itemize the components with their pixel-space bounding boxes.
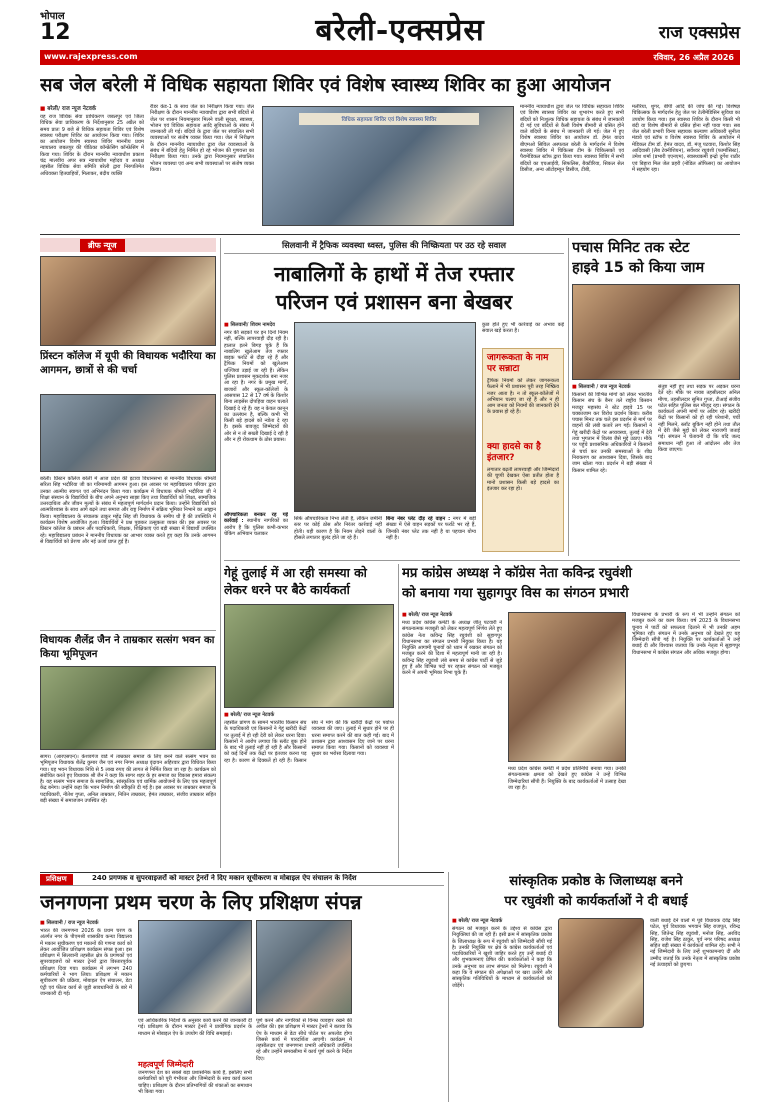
traffic-story: [224, 238, 564, 556]
lead-col4: मलेरिया, शुगर, बीपी आदि की जांच की गई। विशेषज्ञ चिकित्सक के मार्गदर्शन हेतु जेल पर टेलीमेडिसिन सुविधा का उपयोग किया गया। इस स्वास्थ्य शिविर के दौरान किसी भी बंदी या विशेष बीमारी से ग्रसित होना नहीं पाया गया। सब जेल बरेली प्रभारी विनय सहायक कल्याण अधिकारी सुनीता मंडावे एवं स्टॉफ व विशेष स्वास्थ्य शिविर के आयोजन में मेडिकल टीम डॉ. हेमंत यादव, डॉ. मंजू पटवारा, किशोर सिंह आदिवासी (लैब टेक्नीशियन), सर्वेश्वर रघुवंशी (फार्मासिस्ट), उमेश शर्मा (प्रभारी एएनएम), स्वास्थ्यकर्मी इन्द्रो दुर्गेश राठौर एवं बिहारा मिल जेल प्रहरी (नोडिल ऑफिसर) का आयोजन में सहयोग रहा।: [632, 104, 740, 173]
congress-text-1: मध्य प्रदेश कांग्रेस कमेटी के अध्यक्ष जीतू पटवारी ने संगठनात्मक मजबूती को लेकर महत्वपूर्ण निर्णय लेते हुए कांग्रेस नेता कविन्द्र सिंह रघुवंशी को सुहागपुर विधानसभा का संगठन प्रभारी नियुक्त किया है। यह नियुक्ति आगामी चुनावों को ध्यान में रखकर संगठन को मजबूत करने की दिशा में महत्वपूर्ण मानी जा रही है। कविन्द्र सिंह रघुवंशी लंबे समय से कांग्रेस पार्टी से जुड़े हुए हैं और विभिन्न पदों पर रहकर संगठन को मजबूत करने में अपनी भूमिका निभा चुके हैं।: [402, 620, 502, 677]
masthead-title: बरेली-एक्सप्रेस: [315, 13, 485, 48]
brief-story2-headline: विधायक शैलेंद्र जैन ने ताम्रकार सत्संग भवन का किया भूमिपूजन: [40, 635, 215, 660]
brief-photo-2: [40, 394, 216, 472]
brief-photo-1: [40, 256, 216, 346]
city-label: भोपाल: [40, 11, 65, 22]
traffic-headline-1: नाबालिगों के हाथों में तेज रफ्तार: [274, 262, 514, 286]
culture-headline-2: पर रघुवंशी को कार्यकर्ताओं ने दी बधाई: [504, 894, 688, 909]
lead-col1: यह राज विधिक सेवा प्राधिकरण जबलपुर एवं जिला विधिक सेवा प्राधिकरण के निर्देशानुसार 25 अप्रैल को समय प्रातः 9 बजे से विधिक सहायता शिविर एवं विशेष स्वास्थ्य परीक्षण शिविर का आयोजन किया गया। शिविर का आयोजन विशेष स्वास्थ्य शिविर माननीय प्रथम न्यायालय जबलपुर की पीठिका कॉन्फ्रेंसिंग कॉन्फ्रेंसिंग में किया गया। शिविर के दौरान माननीय न्यायाधीश प्रकाश चंद्र मालवीय अपर सत्र न्यायाधीश महोदय व अध्यक्ष तहसील विधिक सेवा समिति बरेली द्वारा निरुपतिमेत अधिवक्ता हितग्राहियों, मिलाकर, बंदीय व्यक्ति: [40, 114, 144, 177]
culture-text-1: संगठन को मजबूत करने के उद्देश्य से कांग्रेस द्वारा नियुक्तियां की जा रही हैं। इसी क्रम में सांस्कृतिक प्रकोष्ठ के जिलाध्यक्ष के रूप में रघुवंशी को जिम्मेदारी सौंपी गई है। उनकी नियुक्ति पर क्षेत्र के कांग्रेस कार्यकर्ताओं एवं पदाधिकारियों ने खुशी जाहिर करते हुए उन्हें बधाई दी और शुभकामनाएं प्रेषित कीं। कार्यकर्ताओं ने कहा कि उनके अनुभव का लाभ संगठन को मिलेगा। रघुवंशी ने कहा कि वे संगठन की अपेक्षाओं पर खरा उतरेंगे और सांस्कृतिक गतिविधियों के माध्यम से कार्यकर्ताओं को जोड़ेंगे।: [452, 926, 552, 989]
website-link[interactable]: www.rajexpress.com: [44, 52, 138, 61]
lead-photo-banner: विधिक सहायता शिविर एवं विशेष स्वास्थ्य शिविर: [299, 113, 479, 125]
page-number: 12: [40, 20, 71, 45]
culture-byline: ■ बरेली/ राज न्यूज नेटवर्क: [452, 918, 552, 924]
training-text-3: जनगणना देश का सबसे बड़ा प्रशासनिक कार्य है, इसलिए सभी कर्मचारियों को पूरी गंभीरता और जिम्मेदारी के साथ कार्य करना चाहिए। प्रशिक्षण के दौरान प्रतिभागियों की शंकाओं का समाधान भी किया गया।: [138, 1070, 252, 1095]
brief-story1-headline: प्रिंस्टन कॉलेज में यूपी की विधायक भदौरिया का आगमन, छात्रों से की चर्चा: [40, 351, 216, 376]
lead-byline: ■ बरेली/ राज न्यूज नेटवर्क: [40, 104, 144, 112]
congress-text-3: विधानसभा के प्रभारी के रूप में भी उन्होंने संगठन को मजबूत करने का काम किया। वर्ष 2023 के विधानसभा चुनाव में पार्टी को सफलता दिलाने में भी उनकी अहम भूमिका रही। संगठन में उनके अनुभव को देखते हुए यह जिम्मेदारी सौंपी गई है। नियुक्ति पर कार्यकर्ताओं ने उन्हें बधाई दी और विश्वास जताया कि उनके नेतृत्व में सुहागपुर विधानसभा में कांग्रेस संगठन और अधिक मजबूत होगा।: [632, 612, 740, 656]
congress-byline: ■ बरेली/ राज न्यूज नेटवर्क: [402, 612, 502, 618]
congress-headline-1: मप्र कांग्रेस अध्यक्ष ने कॉग्रेस नेता कविन्द्र रघुवंशी: [402, 566, 632, 581]
masthead-rule: [40, 50, 740, 65]
culture-portrait: [558, 918, 644, 1028]
training-story: [40, 888, 444, 1102]
brief-photo-3: [40, 666, 216, 750]
traffic-col2b: नगर में बड़ी संख्या में ऐसे वाहन सड़कों पर फर्राटे भर रहे हैं, जिनकी नंबर प्लेट तक नहीं है या पहचान योग्य नहीं है।: [386, 516, 476, 541]
training-text-2: एवं आधिकारिक निर्देशों के अनुसार कार्य करने की जानकारी दी गई। प्रशिक्षण के दौरान मास्टर ट्रेनरों ने प्रायोगिक प्रदर्शन के माध्यम से मोबाइल ऐप के उपयोग की विधि समझाई।: [138, 1018, 252, 1037]
issue-date: रविवार, 26 अप्रैल 2026: [653, 53, 734, 62]
training-photo-2: [256, 920, 352, 1014]
jam-photo: [572, 284, 740, 380]
traffic-col2: सिर्फ औपचारिकता निभा लेती है, लेकिन जमीनी स्तर पर कोई ठोस और निरंतर कार्रवाई नहीं होती। यही कारण है कि नियम तोड़ने वालों के हौसले लगातार बुलंद होते जा रहे हैं।: [294, 516, 382, 541]
training-headline: जनगणना प्रथम चरण के लिए प्रशिक्षण संपन्न: [40, 890, 362, 914]
jam-byline: ■ सिलवानी / राज न्यूज नेटवर्क: [572, 384, 652, 390]
training-byline: ■ सिलवानी / राज न्यूज नेटवर्क: [40, 920, 132, 926]
traffic-col1b: स्थानीय नागरिकों का आरोप है कि पुलिस कभी-कभार चेकिंग अभियान चलाकर: [224, 518, 288, 537]
traffic-sub1: औपचारिकता बनकर रह गई कार्रवाई :: [224, 512, 288, 525]
jam-headline-2: हाइवे 15 को किया जाम: [572, 260, 705, 276]
lead-photo: [262, 106, 514, 226]
traffic-headline-2: परिजन एवं प्रशासन बना बेखबर: [275, 290, 513, 314]
training-tag: प्रशिक्षण: [40, 874, 73, 885]
culture-text-2: वाली बधाई देने वालों में पूर्व विधायक देवेंद्र सिंह पटेल, पूर्व विधायक भगवान सिंह राजपूत, रविन्द्र सिंह, जितेन्द्र सिंह रघुवंशी, मनोज सिंह, अरविंद सिंह, राजेश सिंह ठाकुर, पूर्व नगर परिषद अध्यक्ष सहित बड़ी संख्या में कार्यकर्ता शामिल रहे। सभी ने नई जिम्मेदारी के लिए उन्हें शुभकामनाएं दीं और उम्मीद जताई कि उनके नेतृत्व में सांस्कृतिक प्रकोष्ठ नई ऊंचाइयों को छुएगा।: [650, 918, 740, 969]
jam-text-2: संतुष्ट नहीं हुए तथा सड़क पर अड़कर धरना देते रहे। मौके पर नायब तहसीलदार अनिल मीणा, तहसीलदार सुमित गुप्ता, टीआई संजीव पटेल सहित पुलिस बल मौजूद रहा। संगठन के कार्यकर्ता अपनी मांगों पर अडिग रहे। खरीदी केंद्रों पर किसानों को हो रही परेशानी, पर्ची नहीं मिलने, स्लॉट बुकिंग नहीं होने तथा तौल में देरी जैसे मुद्दों को लेकर नाराजगी जताई गई। संगठन ने चेतावनी दी कि यदि जल्द समाधान नहीं हुआ तो आंदोलन और तेज किया जाएगा।: [658, 384, 740, 453]
congress-photo: [508, 612, 626, 762]
wheat-text: तहसील प्रांगण के सामने भारतीय किसान संघ के पदाधिकारी एवं किसानों ने गेहूं खरीदी केंद्रों पर तुलाई में हो रही देरी को लेकर धरना दिया। किसानों ने आरोप लगाया कि स्लॉट बुक होने के बाद भी तुलाई नहीं हो रही है और किसानों को कई दिनों तक केंद्रों पर इंतजार करना पड़ रहा है। कारण से दिक्कतें हो रही हैं। किसान संघ ने मांग की कि खरीदी केंद्रों पर पर्याप्त व्यवस्था की जाए। तुलाई में सुधार होने पर ही धरना समाप्त करने की बात कही गई। बाद में प्रशासन द्वारा आश्वासन दिए जाने पर धरना समाप्त किया गया। किसानों को व्यवस्था में सुधार का भरोसा दिलाया गया।: [224, 720, 394, 764]
traffic-box-title: जागरूकता के नाम पर सन्नाटा: [487, 353, 549, 374]
jam-story: [572, 238, 740, 556]
wheat-story: [224, 564, 394, 868]
training-subhead: महत्वपूर्ण जिम्मेदारी: [138, 1060, 194, 1069]
congress-story: [402, 564, 740, 868]
section-divider: [40, 234, 740, 235]
brief-story1-text: बरेली। प्रिंस्टन कॉलेज बरेली में आज प्रदेश की इटावा विधानसभा से माननीय विधायक श्रीमती सरिता सिंह भदौरिया जी का गरिमामयी आगमन हुआ। इस अवसर पर महाविद्यालय परिवार द्वारा उनका आत्मीय स्वागत एवं अभिनंदन किया गया। कार्यक्रम में विधायक श्रीमती भदौरिया जी ने शिक्षा संस्थान के विद्यार्थियों के बीच अपने अनुभव साझा किए तथा विद्यार्थियों को शिक्षा, सामाजिक उत्तरदायित्व और जीवन मूल्यों के संबंध में महत्वपूर्ण मार्गदर्शन प्रदान किया। उन्होंने विद्यार्थियों को आत्मविश्वास के साथ आगे बढ़ने तथा समाज और राष्ट्र निर्माण में सक्रिय भूमिका निभाने का आह्वान किया। महाविद्यालय के संचालक ठाकुर महेंद्र सिंह जी विधायक के समीप थी हैं की उपस्थिति में कार्यक्रम विशेष आयोजित हुआ। विद्यार्थियों ने प्रश्न पूछकर उत्सुकता व्यक्त की। इस अवसर पर प्रिंस्टन कॉलेज के प्रबंधन और पदाधिकारी, शिक्षक, शिक्षिकाएं एवं बड़ी संख्या में विद्यार्थी उपस्थित रहे। महाविद्यालय प्रबंधन ने माननीय विधायक का आभार व्यक्त करते हुए कहा कि उनके आगमन से विद्यार्थियों को प्रेरणा और नई ऊर्जा प्राप्त हुई है।: [40, 476, 216, 545]
lead-col3: माननीय न्यायाधीश द्वारा जेल पर विधिक सहायता शिविर एवं विशेष स्वास्थ्य शिविर का शुभारंभ करते हुए सभी बंदियों को निःशुल्क विधिक सहायता के संबंध में जानकारी दी गई एवं बंदियों से कैसी विशेष बीमारी से ग्रसित होने वाले बंदियों के संबंध में जानकारी ली गई। जेल में हुए विशेष स्वास्थ्य शिविर का आयोजन डॉ. हेमंत यादव बीएमओ सिविल अस्पताल बरेली के मार्गदर्शन में विशेष स्वास्थ्य शिविर में चिकित्सा टीम के चिकित्सकों एवं पैरामेडिकल स्टॉफ द्वारा किया गया। स्वास्थ्य शिविर में सभी बंदियों का एचआईवी, सिफलिस, बैक्टीरिया, सिकल सेल डिसीज, अन्य ऑटोइम्यून डिसीज, टीबी,: [520, 104, 624, 173]
brief-news: [40, 238, 216, 868]
traffic-col1: नगर की सड़कों पर इन दिनों नियम नहीं, बल्कि लापरवाही दौड़ रही है। हालात इतने बिगड़ चुके हैं कि नाबालिग खुलेआम तेज रफ्तार बाइक फर्राटे से दौड़ा रहे हैं और ट्रैफिक नियमों को खुलेआम धज्जियां उड़ाई जा रही हैं। लेकिन पुलिस प्रशासन मूकदर्शक बना नजर आ रहा है। नगर के प्रमुख मार्गों, बाजारों और स्कूल-कॉलेजों के आसपास 12 से 17 वर्ष के किशोर बिना लाइसेंस दोपहिया वाहन चलाते दिखाई दे रहे हैं। यह न केवल कानून का उल्लंघन है, बल्कि कभी भी किसी बड़े हादसे को न्योता दे रहा है। इसके बावजूद जिम्मेदारों की ओर से न तो सख्ती दिखाई दे रही है और न ही रोकथाम के ठोस प्रयास।: [224, 330, 288, 444]
congress-headline-2: को बनाया गया सुहागपुर विस का संगठन प्रभारी: [402, 586, 629, 601]
training-photo-1: [138, 920, 252, 1014]
traffic-photo: [294, 322, 476, 512]
training-text-4: पूर्ण करने और नागरिकों से विनम्र व्यवहार रखने की अपील की। इस प्रशिक्षण में मास्टर ट्रेनरों ने बताया कि ऐप के माध्यम से डेटा सीधे पोर्टल पर अपलोड होगा जिससे कार्य में पारदर्शिता आएगी। कार्यक्रम में तहसीलदार एवं जनगणना प्रभारी अधिकारी उपस्थित रहे और उन्होंने समयसीमा में कार्य पूर्ण करने के निर्देश दिए।: [256, 1018, 352, 1062]
traffic-byline: ■ सिलवानी/ शिवम नामदेव: [224, 322, 288, 328]
wheat-headline: गेहूं तुलाई में आ रही समस्या को लेकर धरने पर बैठे कार्यकर्ता: [224, 565, 367, 597]
traffic-box2-title: क्या हादसे का है इंतजार?: [487, 442, 541, 463]
wheat-photo: [224, 604, 394, 708]
traffic-box2-text: लगातार बढ़ती लापरवाही और जिम्मेदारों की चुप्पी देखकर ऐसा प्रतीत होता है मानो प्रशासन किसी बड़े हादसे का इंतजार कर रहा हो।: [487, 467, 559, 492]
brief-story2-text: सागर। (आरएसएन)। केशवगंज वार्ड में ताम्रकार समाज के लिए बनने वाले सत्संग भवन का भूमिपूजन विधायक शैलेंद्र कुमार जैन एवं नगर निगम अध्यक्ष वृंदावन अहिरवार द्वारा विधिवत किया गया। यह भवन विधायक निधि से 5 लाख रुपए की लागत से निर्मित किया जा रहा है। कार्यक्रम को संबोधित करते हुए विधायक श्री जैन ने कहा कि सागर शहर के हर समाज का विकास हमारा संकल्प है। यह सत्संग भवन समाज के सामाजिक, सांस्कृतिक एवं धार्मिक आयोजनों के लिए एक महत्वपूर्ण केंद्र बनेगा। उन्होंने कहा कि भवन निर्माण की स्वीकृति दी गई है। इस अवसर पर ताम्रकार समाज के पदाधिकारी, नीतेश गुप्ता, अनिल ताम्रकार, नितिन ताम्रकार, हेमंत ताम्रकार, संजीव ताम्रकार सहित बड़ी संख्या में समाजजन उपस्थित रहे।: [40, 754, 216, 805]
traffic-info-box: [482, 348, 564, 552]
jam-headline-1: पचास मिनिट तक स्टेट: [572, 240, 690, 256]
wheat-byline: ■ बरेली/ राज न्यूज नेटवर्क: [224, 712, 394, 718]
traffic-sub2: बिना नंबर प्लेट दौड़ रहे वाहन :: [386, 516, 451, 522]
jam-text: किसानों की विभिन्न मांगों को लेकर भारतीय किसान संघ के बैनर तले राष्ट्रीय किसान मजदूर महासंघ ने स्टेट हाइवे 15 पर चक्काजाम कर विरोध प्रदर्शन किया। करीब पचास मिनट तक चले इस प्रदर्शन से मार्ग पर वाहनों की लंबी कतारें लग गईं। किसानों ने गेहूं खरीदी केंद्रों पर अव्यवस्था, तुलाई में देरी तथा भुगतान में विलंब जैसे मुद्दे उठाए। मौके पर पहुंचे प्रशासनिक अधिकारियों ने किसानों से चर्चा कर उनकी समस्याओं के शीघ्र निराकरण का आश्वासन दिया, जिसके बाद जाम खोला गया। प्रदर्शन में बड़ी संख्या में किसान शामिल रहे।: [572, 392, 652, 474]
traffic-kicker: सिलवानी में ट्रैफिक व्यवस्था ध्वस्त, पुलिस की निष्क्रियता पर उठ रहे सवाल: [224, 238, 564, 254]
lead-headline: सब जेल बरेली में विधिक सहायता शिविर एवं विशेष स्वास्थ्य शिविर का हुआ आयोजन: [40, 75, 611, 96]
brief-tag: ब्रीफ न्यूज: [80, 239, 125, 252]
traffic-col3: कुछ होते हुए भी कार्रवाई का अभाव कई सवाल खड़े करता है।: [482, 322, 564, 335]
traffic-box-text: ट्रैफिक नियमों को लेकर जागरूकता फैलाने में भी प्रशासन पूरी तरह निष्क्रिय नजर आता है। न तो स्कूल-कॉलेजों में अभियान चलाए जा रहे हैं और न ही आम जनता को नियमों की जानकारी देने के प्रयास हो रहे हैं।: [487, 378, 559, 416]
lead-story: [40, 104, 740, 232]
culture-headline-1: सांस्कृतिक प्रकोष्ठ के जिलाध्यक्ष बनने: [509, 874, 683, 889]
training-text-1: भारत की जनगणना 2026 के प्रथम चरण के अंतर्गत नगर के पीएमश्री शासकीय कन्या विद्यालय में मकान सूचीकरण एवं मकानों की गणना कार्य को लेकर आयोजित प्रशिक्षण कार्यक्रम संपन्न हुआ। इस प्रशिक्षण में सिलवानी तहसील क्षेत्र के प्रगणकों एवं सुपरवाइजरों को मास्टर ट्रेनरों द्वारा विस्तारपूर्वक प्रशिक्षण दिया गया। कार्यक्रम में लगभग 240 कर्मचारियों ने भाग लिया। प्रशिक्षण में मकान सूचीकरण की प्रक्रिया, मोबाइल ऐप संचालन, डेटा एंट्री एवं फील्ड कार्य से जुड़ी सावधानियों के बारे में जानकारी दी गई।: [40, 928, 132, 997]
masthead: [40, 6, 740, 68]
culture-story: [452, 872, 740, 1102]
training-kicker: 240 प्रगणक व सुपरवाइजरों को मास्टर ट्रेनरों ने दिए मकान सूचीकरण व मोबाइल ऐप संचालन के निर्देश: [92, 874, 357, 882]
training-kicker-bar: [40, 872, 444, 886]
brand-name: राज एक्सप्रेस: [658, 23, 740, 43]
congress-text-2: मध्य प्रदेश कांग्रेस कमेटी में प्रदेश प्रतिनिधि बनाया गया। उनकी संगठनात्मक क्षमता को देखते हुए कांग्रेस ने उन्हें विभिन्न जिम्मेदारियां सौंपी हैं। नियुक्ति के बाद कार्यकर्ताओं में उत्साह देखा जा रहा है।: [508, 766, 626, 791]
lead-col2: रीडर केड-1 के साथ जेल का निरीक्षण किया गया। जेल निरीक्षण के दौरान माननीय न्यायाधीश द्वारा सभी बंदियों से जेल पर शासन नियमानुसार मिलने वाली सुरक्षा, स्वास्थ्य, भोजन एवं विधिक सहायता आदि सुविधाओं के संबंध में जानकारी ली गई। बंदियों के द्वारा जेल पर संचालित सभी व्यवस्थाओं पर संतोष व्यक्त किया गया। जेल में निरीक्षण के दौरान माननीय न्यायाधीश द्वारा जेल व्यवस्थाओं के संबंध में बंदियों हेतु निर्मित हो रहे भोजन की गुणवत्ता का निरीक्षण किया गया। उनके द्वारा नियमानुसार संचालित भोजन व्यवस्था एवं अन्य सभी व्यवस्थाओं पर संतोष व्यक्त किया।: [150, 104, 254, 173]
